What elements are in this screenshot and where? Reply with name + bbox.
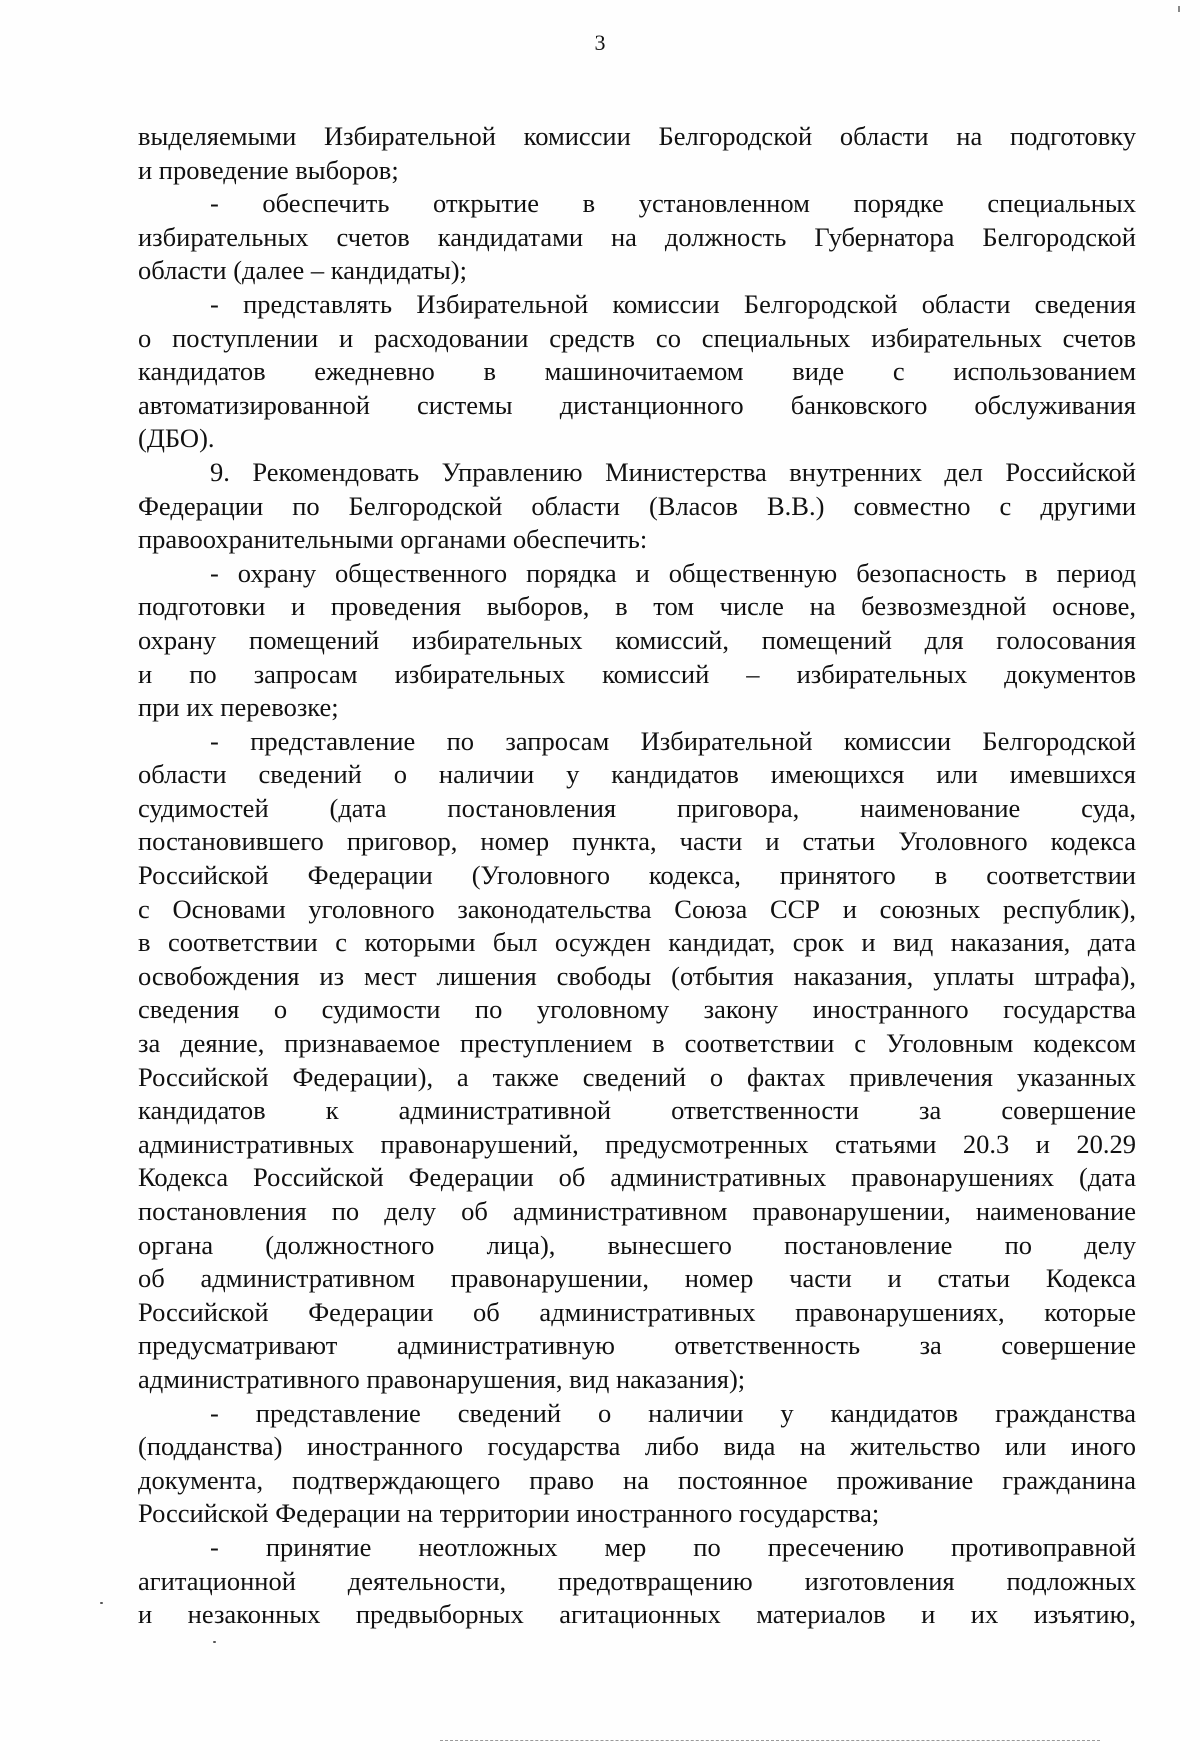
text-line: административного правонарушения, вид наказания); — [138, 1363, 746, 1394]
text-line: подготовки и проведения выборов, в том числе на безвозмездной основе, — [138, 591, 1136, 622]
text-line: в соответствии с которыми был осужден кандидат, срок и вид наказания, дата — [138, 927, 1136, 958]
text-line: - обеспечить открытие в установленном порядке специальных — [210, 188, 1136, 219]
text-line: Федерации по Белгородской области (Власов В.В.) совместно с другими — [138, 490, 1136, 521]
text-line: о поступлении и расходовании средств со специальных избирательных счетов — [138, 322, 1136, 353]
text-line: охрану помещений избирательных комиссий, помещений для голосования — [138, 624, 1136, 655]
scan-bottom-edge — [440, 1740, 1100, 1741]
text-line: Российской Федерации на территории иностранного государства; — [138, 1498, 880, 1529]
text-line: 9. Рекомендовать Управлению Министерства внутренних дел Российской — [210, 456, 1136, 487]
text-line: - охрану общественного порядка и общественную безопасность в период — [210, 557, 1136, 588]
text-line: избирательных счетов кандидатами на должность Губернатора Белгородской — [138, 221, 1136, 252]
text-line: постановившего приговор, номер пункта, части и статьи Уголовного кодекса — [138, 826, 1136, 857]
text-line: области (далее – кандидаты); — [138, 255, 467, 286]
text-line: постановления по делу об административном правонарушении, наименование — [138, 1196, 1136, 1226]
text-line: области сведений о наличии у кандидатов имеющихся или имевшихся — [138, 759, 1136, 790]
text-line: и проведение выборов; — [138, 154, 399, 185]
text-line: - представлять Избирательной комиссии Белгородской области сведения — [210, 288, 1136, 319]
document-body — [138, 120, 1136, 1632]
text-line: кандидатов ежедневно в машиночитаемом виде с использованием — [138, 356, 1136, 387]
text-line: освобождения из мест лишения свободы (отбытия наказания, уплаты штрафа), — [138, 960, 1136, 991]
text-line: - представление сведений о наличии у кандидатов гражданства — [210, 1397, 1136, 1428]
scan-speck — [100, 1602, 103, 1604]
text-line: (ДБО). — [138, 423, 215, 454]
text-line: агитационной деятельности, предотвращению изготовления подложных — [138, 1565, 1136, 1596]
text-line: документа, подтверждающего право на постоянное проживание гражданина — [138, 1464, 1136, 1495]
text-line: автоматизированной системы дистанционного банковского обслуживания — [138, 389, 1136, 420]
text-line: с Основами уголовного законодательства Союза ССР и союзных республик), — [138, 893, 1136, 924]
text-line: Кодекса Российской Федерации об административных правонарушениях (дата — [138, 1162, 1136, 1193]
text-line: органа (должностного лица), вынесшего постановление по делу — [138, 1229, 1136, 1260]
text-line: - представление по запросам Избирательной комиссии Белгородской — [210, 725, 1136, 756]
text-line: Российской Федерации (Уголовного кодекса, принятого в соответствии — [138, 860, 1136, 891]
scan-speck — [213, 1641, 216, 1643]
text-line: и незаконных предвыборных агитационных материалов и их изъятию, — [138, 1599, 1136, 1630]
text-line: и по запросам избирательных комиссий – избирательных документов — [138, 658, 1136, 689]
text-line: Российской Федерации), а также сведений о фактах привлечения указанных — [138, 1061, 1136, 1092]
scan-artifact-mark — [1178, 6, 1180, 12]
text-line: при их перевозке; — [138, 692, 339, 723]
text-line: за деяние, признаваемое преступлением в соответствии с Уголовным кодексом — [138, 1028, 1136, 1059]
text-line: административных правонарушений, предусмотренных статьями 20.3 и 20.29 — [138, 1128, 1136, 1159]
text-line: - принятие неотложных мер по пресечению противоправной — [210, 1531, 1136, 1562]
text-line: кандидатов к административной ответственности за совершение — [138, 1095, 1136, 1126]
text-line: предусматривают административную ответственность за совершение — [138, 1330, 1136, 1361]
text-line: Российской Федерации об административных правонарушениях, которые — [138, 1296, 1136, 1327]
text-line: об административном правонарушении, номер части и статьи Кодекса — [138, 1263, 1136, 1294]
text-line: правоохранительными органами обеспечить: — [138, 524, 648, 555]
page-number: 3 — [594, 30, 606, 55]
text-line: (подданства) иностранного государства либо вида на жительство или иного — [138, 1431, 1136, 1462]
text-line: выделяемыми Избирательной комиссии Белгородской области на подготовку — [138, 121, 1136, 151]
text-line: сведения о судимости по уголовному закону иностранного государства — [138, 994, 1136, 1025]
text-line: судимостей (дата постановления приговора, наименование суда, — [138, 792, 1136, 823]
